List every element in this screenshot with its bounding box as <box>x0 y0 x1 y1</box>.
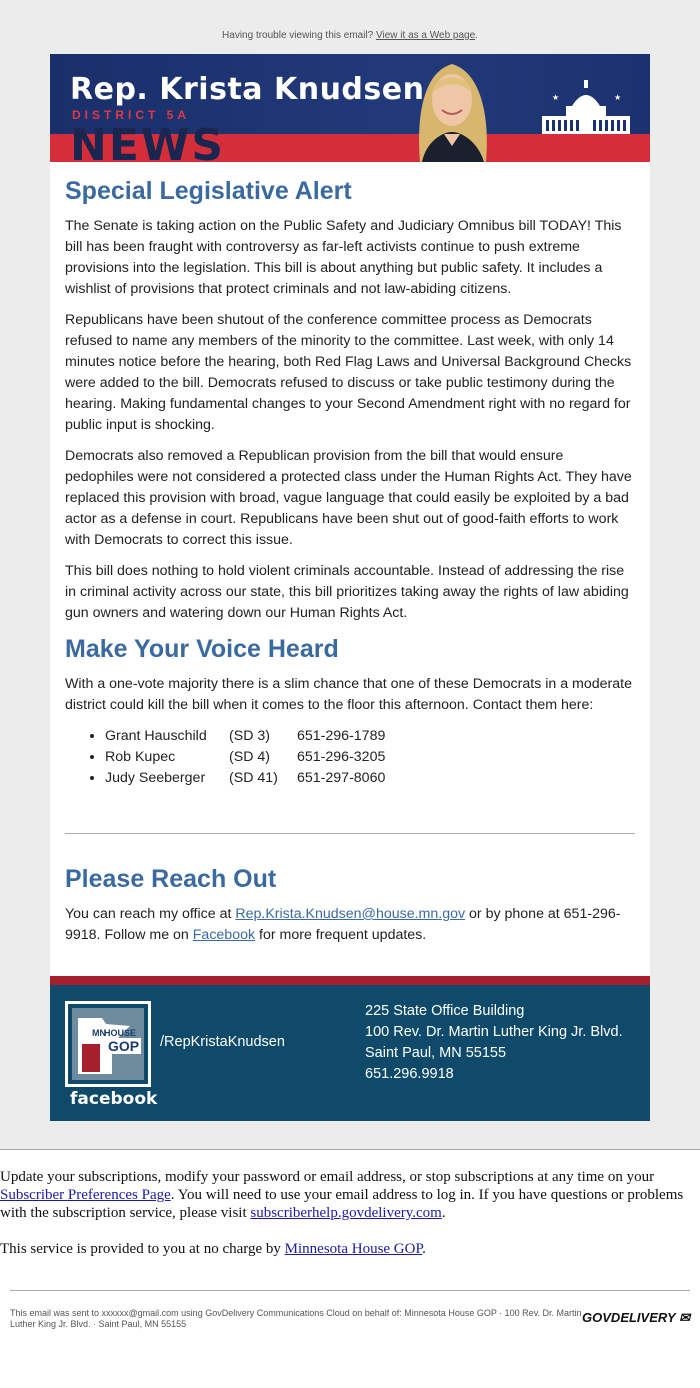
heading-reach-out: Please Reach Out <box>65 865 277 893</box>
envelope-icon: ✉ <box>679 1310 690 1325</box>
reach-out-text: You can reach my office at Rep.Krista.Knudsen@house.mn.gov or by phone at 651-296-9918. Follow me on Facebook for more frequent updates. <box>65 906 621 943</box>
portrait-photo <box>402 54 502 162</box>
email-link[interactable]: Rep.Krista.Knudsen@house.mn.gov <box>235 906 466 922</box>
facebook-wordmark[interactable]: facebook <box>70 1089 158 1109</box>
banner-news: NEWS <box>70 120 226 162</box>
heading-voice-heard: Make Your Voice Heard <box>65 635 339 663</box>
paragraph-1: The Senate is taking action on the Public Safety and Judiciary Omnibus bill TODAY! This bill has been fraught with controversy as far-left activists continue to push extreme provisions into the legislation. This bill is about anything but public safety. It includes a wishlist of provisions that protect criminals and not law-abiding citizens. <box>65 218 622 297</box>
facebook-handle[interactable]: /RepKristaKnudsen <box>160 1034 285 1050</box>
list-item: • Rob Kupec (SD 4) 651-296-3205 <box>105 747 635 768</box>
service-text: This service is provided to you at no charge by Minnesota House GOP. <box>0 1241 426 1257</box>
capitol-icon <box>538 78 634 136</box>
header-banner <box>50 54 650 162</box>
svg-text:★: ★ <box>614 93 622 102</box>
trouble-text: Having trouble viewing this email? <box>222 30 374 41</box>
paragraph-3: Democrats also removed a Republican provision from the bill that would ensure pedophiles were not considered a protected class under the Human Rights Act. They have replaced this provision with broad, vague language that could easily be exploited by a bad actor as a defense in court. Republicans have been shut out of good-faith efforts to work with Democrats to correct this issue. <box>65 448 632 548</box>
main-content <box>50 162 650 976</box>
contact-intro: With a one-vote majority there is a slim chance that one of these Democrats in a moderate district could kill the bill when it comes to the floor this afternoon. Contact them here: <box>65 676 632 713</box>
email-body <box>50 54 650 976</box>
sent-to-text: This email was sent to xxxxxx@gmail.com using GovDelivery Communications Cloud on behalf of: Minnesota House GOP · 100 Rev. Dr. Martin Luther King Jr. Blvd. · Saint Paul, MN 55155 <box>10 1308 582 1329</box>
paragraph-2: Republicans have been shutout of the conference committee process as Democrats refused to name any members of the minority to the committee. Last week, with only 14 minutes notice before the hearing, both Red Flag Laws and Universal Background Checks were added to the bill. Democrats refused to discuss or take public testimony during the hearing. Making fundamental changes to your Second Amendment right with no regard for public input is shocking. <box>65 312 632 433</box>
mn-house-gop-logo[interactable]: MN HOUSE GOP <box>65 1001 151 1087</box>
banner-district: DISTRICT 5A <box>72 108 191 122</box>
minnesota-house-gop-link[interactable]: Minnesota House GOP <box>284 1241 423 1257</box>
footer-band <box>50 976 650 1121</box>
svg-text:★: ★ <box>552 93 560 102</box>
subscriber-preferences-link[interactable]: Subscriber Preferences Page <box>0 1187 171 1203</box>
heading-special-alert: Special Legislative Alert <box>65 177 352 205</box>
paragraph-4: This bill does nothing to hold violent criminals accountable. Instead of addressing the rise in criminal activity across our state, this bill prioritizes taking away the rights of law abiding gun owners and watering down our Human Rights Act. <box>65 563 629 621</box>
divider <box>65 833 635 834</box>
subscription-text: Update your subscriptions, modify your password or email address, or stop subscriptions at any time on your Subscriber Preferences Page. You will need to use your email address to log in. If you have questions or problems with the subscription service, please visit subscriberhelp.govdelivery.com. <box>0 1169 684 1221</box>
view-online-bar: Having trouble viewing this email? View it as a Web page. <box>222 30 478 41</box>
office-address: 225 State Office Building 100 Rev. Dr. Martin Luther King Jr. Blvd. Saint Paul, MN 55155 651.296.9918 <box>365 1003 623 1082</box>
divider <box>10 1290 690 1291</box>
banner-name: Rep. Krista Knudsen <box>70 72 425 107</box>
facebook-link[interactable]: Facebook <box>192 927 256 943</box>
view-web-page-link[interactable]: View it as a Web page <box>376 30 476 41</box>
govdelivery-logo[interactable]: GOVDELIVERY ✉ <box>582 1310 690 1325</box>
subscriber-help-link[interactable]: subscriberhelp.govdelivery.com <box>250 1205 442 1221</box>
list-item: • Judy Seeberger (SD 41) 651-297-8060 <box>105 768 635 789</box>
list-item: • Grant Hauschild (SD 3) 651-296-1789 <box>105 726 635 747</box>
subscription-footer <box>0 1149 700 1388</box>
contact-list <box>65 726 635 789</box>
